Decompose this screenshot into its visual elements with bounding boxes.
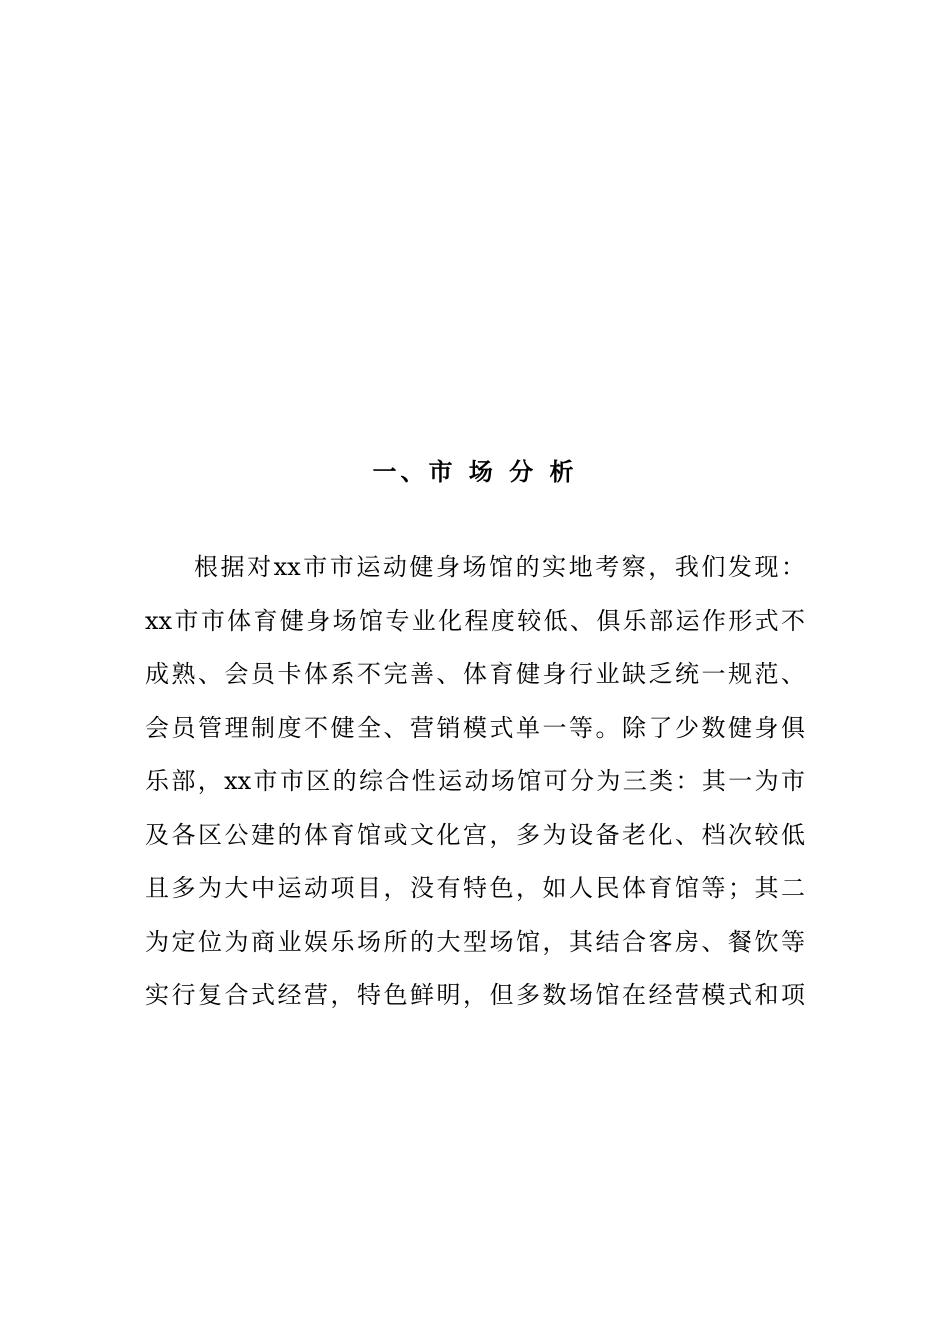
body-paragraph [145, 541, 805, 1023]
paragraph-line: 根据对xx市市运动健身场馆的实地考察，我们发现： [194, 553, 805, 581]
paragraph-line: 为定位为商业娱乐场所的大型场馆，其结合客房、餐饮等 [145, 927, 805, 956]
section-heading: 一、市 场 分 析 [372, 458, 578, 486]
paragraph-line: 乐部，xx市市区的综合性运动场馆可分为三类：其一为市 [145, 767, 805, 795]
paragraph-line: xx市市体育健身场馆专业化程度较低、俱乐部运作形式不 [145, 606, 805, 635]
paragraph-line: 成熟、会员卡体系不完善、体育健身行业缺乏统一规范、 [145, 660, 805, 688]
paragraph-line: 及各区公建的体育馆或文化宫，多为设备老化、档次较低 [145, 820, 805, 849]
paragraph-line: 会员管理制度不健全、营销模式单一等。除了少数健身俱 [145, 713, 805, 742]
paragraph-line: 实行复合式经营，特色鲜明，但多数场馆在经营模式和项 [145, 981, 805, 1009]
paragraph-line: 且多为大中运动项目，没有特色，如人民体育馆等；其二 [145, 874, 805, 902]
